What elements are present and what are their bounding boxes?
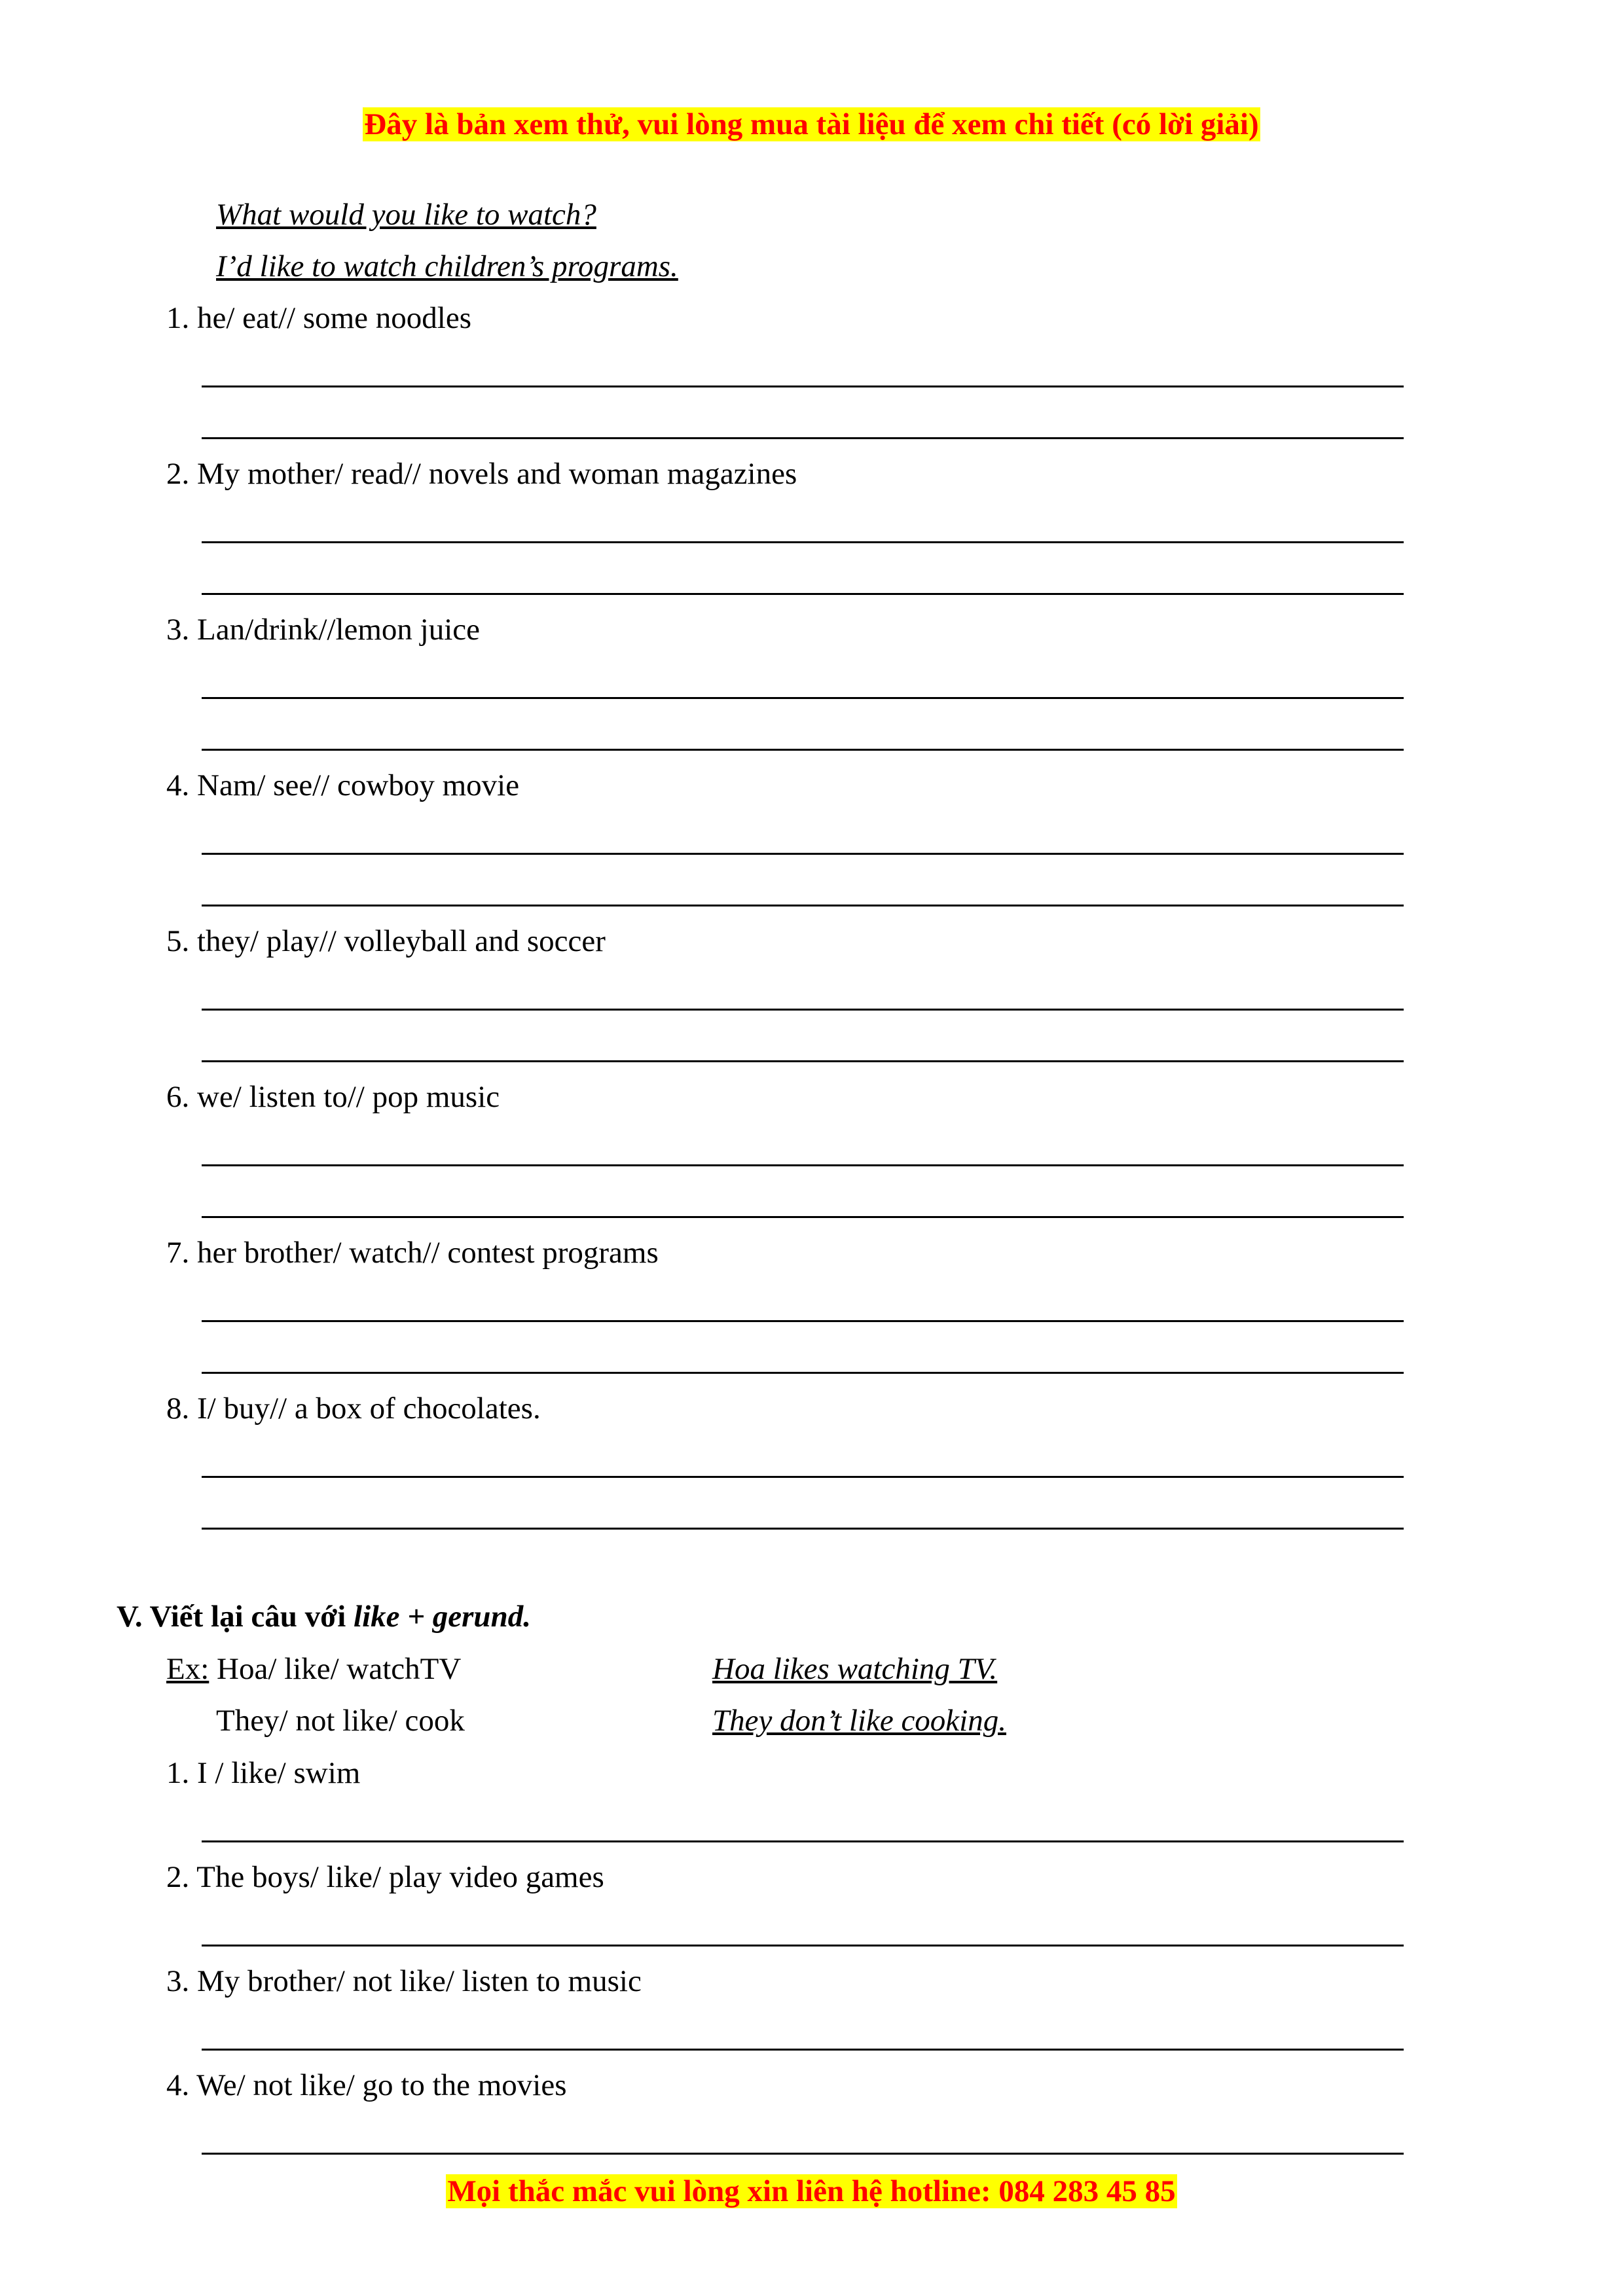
hotline-banner [0,2172,1623,2211]
answer-line[interactable] [202,905,1404,906]
exercise-item-7: 7. her brother/ watch// contest programs [166,1236,659,1270]
answer-line[interactable] [202,2049,1404,2051]
answer-line[interactable] [202,1528,1404,1530]
answer-line[interactable] [202,1009,1404,1011]
answer-line[interactable] [202,1945,1404,1946]
answer-line[interactable] [202,1060,1404,1062]
example-1-answer: Hoa likes watching TV. [712,1652,998,1686]
example-question: What would you like to watch? [216,198,596,232]
example-answer: I’d like to watch children’s programs. [216,249,678,283]
answer-line[interactable] [202,1164,1404,1166]
answer-line[interactable] [202,1372,1404,1374]
example-label: Ex: [166,1652,210,1686]
example-2-answer: They don’t like cooking. [712,1704,1006,1738]
answer-line[interactable] [202,593,1404,595]
hotline-banner-text: Mọi thắc mắc vui lòng xin liên hệ hotline: 084 283 45 85 [447,2174,1176,2208]
rewrite-item-1: 1. I / like/ swim [166,1756,361,1790]
exercise-item-8: 8. I/ buy// a box of chocolates. [166,1391,541,1426]
exercise-item-4: 4. Nam/ see// cowboy movie [166,768,520,802]
answer-line[interactable] [202,1476,1404,1478]
example-2-prompt: They/ not like/ cook [216,1704,465,1738]
answer-line[interactable] [202,853,1404,855]
answer-line[interactable] [202,697,1404,699]
exercise-item-6: 6. we/ listen to// pop music [166,1080,500,1114]
section-v-title-text: V. Viết lại câu với [117,1600,354,1634]
answer-line[interactable] [202,1320,1404,1322]
answer-line[interactable] [202,2153,1404,2155]
exercise-item-5: 5. they/ play// volleyball and soccer [166,924,606,958]
answer-line[interactable] [202,749,1404,751]
answer-line[interactable] [202,1216,1404,1218]
answer-line[interactable] [202,437,1404,439]
section-v-title-italic: like + gerund. [354,1600,531,1634]
example-1-prompt: Hoa/ like/ watchTV [209,1652,462,1686]
preview-banner-text: Đây là bản xem thử, vui lòng mua tài liệu để xem chi tiết (có lời giải) [364,107,1259,141]
example-1-prompt-row [166,1649,461,1689]
rewrite-item-2: 2. The boys/ like/ play video games [166,1860,604,1894]
rewrite-item-4: 4. We/ not like/ go to the movies [166,2068,567,2102]
section-v-title [117,1597,531,1636]
answer-line[interactable] [202,541,1404,543]
preview-banner [0,105,1623,144]
rewrite-item-3: 3. My brother/ not like/ listen to music [166,1964,642,1998]
exercise-item-3: 3. Lan/drink//lemon juice [166,613,481,647]
answer-line[interactable] [202,1840,1404,1842]
answer-line[interactable] [202,386,1404,387]
exercise-item-2: 2. My mother/ read// novels and woman magazines [166,457,797,491]
exercise-item-1: 1. he/ eat// some noodles [166,301,471,335]
